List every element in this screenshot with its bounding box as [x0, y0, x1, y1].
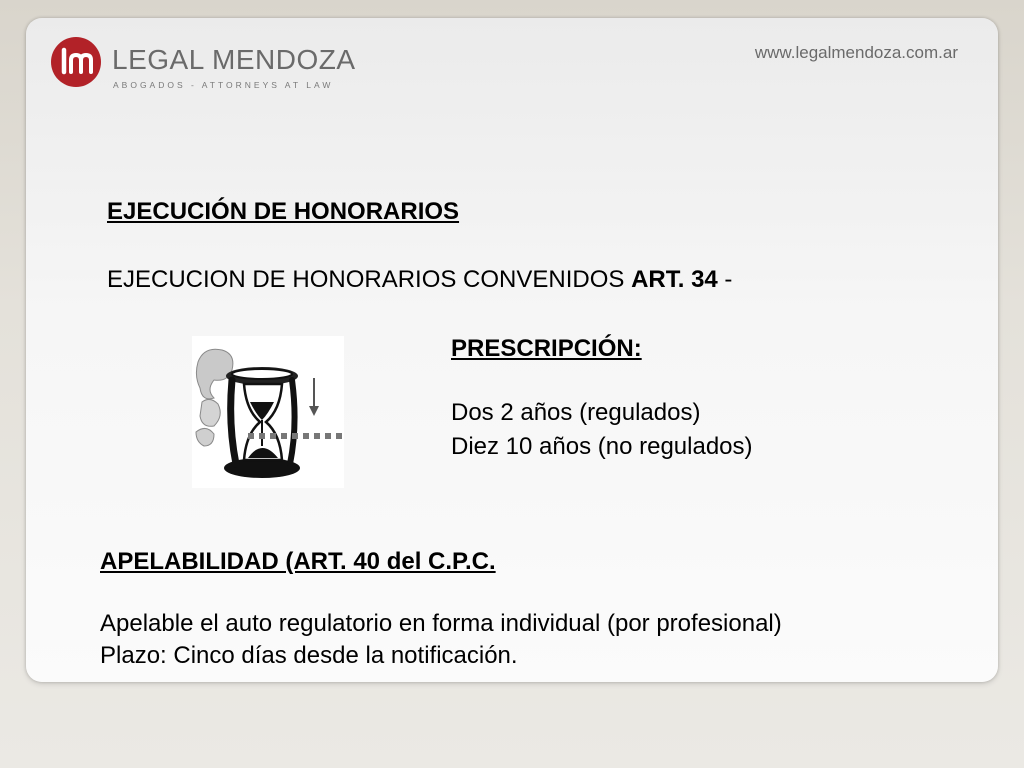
- apelabilidad-line: Apelable el auto regulatorio en forma individual (por profesional): [100, 610, 782, 637]
- website-link[interactable]: www.legalmendoza.com.ar: [754, 43, 958, 62]
- subtitle-article: ART. 34: [631, 266, 718, 293]
- apelabilidad-line: Plazo: Cinco días desde la notificación.: [100, 642, 518, 669]
- hourglass-image: [192, 336, 344, 488]
- prescripcion-line: Dos 2 años (regulados): [451, 399, 701, 426]
- prescripcion-heading: PRESCRIPCIÓN:: [451, 335, 642, 362]
- apelabilidad-heading: APELABILIDAD (ART. 40 del C.P.C.: [100, 548, 496, 575]
- prescripcion-line: Diez 10 años (no regulados): [451, 433, 753, 460]
- logo-monogram-icon: [50, 36, 102, 88]
- subtitle: [107, 266, 732, 294]
- slide: [26, 18, 998, 682]
- subtitle-suffix: -: [717, 266, 733, 293]
- apelabilidad-section: [100, 546, 782, 672]
- hourglass-icon: [192, 336, 344, 488]
- prescripcion-section: [451, 332, 753, 464]
- subtitle-text: EJECUCION DE HONORARIOS CONVENIDOS: [107, 266, 632, 293]
- logo-name: LEGAL MENDOZA: [112, 44, 356, 75]
- logo-tagline: ABOGADOS - ATTORNEYS AT LAW: [113, 80, 334, 90]
- page-title: EJECUCIÓN DE HONORARIOS: [107, 198, 460, 225]
- logo: [50, 36, 356, 106]
